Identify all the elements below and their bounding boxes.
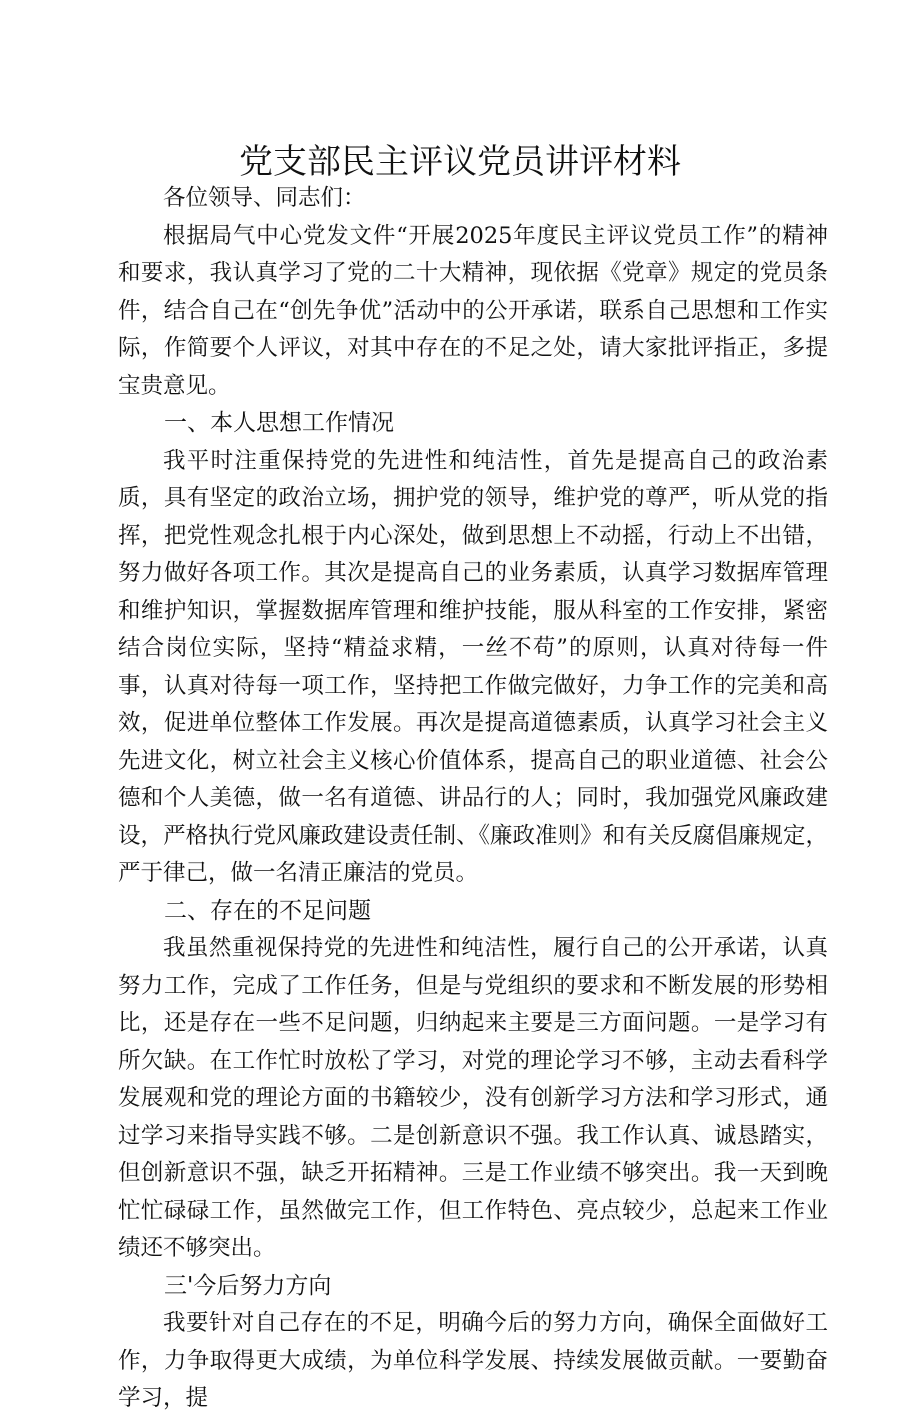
section-paragraph-2: 我虽然重视保持党的先进性和纯洁性，履行自己的公开承诺，认真努力工作，完成了工作任务，但是与党组织的要求和不断发展的形势相比，还是存在一些不足问题，归纳起来主要是三方面问题。一是学习有所欠缺。在工作忙时放松了学习，对党的理论学习不够，主动去看科学发展观和党的理论方面的书籍较少，没有创新学习方法和学习形式，通过学习来指导实践不够。二是创新意识不强。我工作认真、诚恳踏实，但创新意识不强，缺乏开拓精神。三是工作业绩不够突出。我一天到晚忙忙碌碌工作，虽然做完工作，但工作特色、亮点较少，总起来工作业绩还不够突出。 bbox=[118, 935, 828, 1261]
document-title: 党支部民主评议党员讲评材料 bbox=[239, 142, 681, 182]
section-heading-2: 二、存在的不足问题 bbox=[164, 897, 371, 924]
greeting: 各位领导、同志们： bbox=[163, 185, 366, 211]
section-paragraph-3: 我要针对自己存在的不足，明确今后的努力方向，确保全面做好工作，力争取得更大成绩，为单位科学发展、持续发展做贡献。一要勤奋学习，提 bbox=[118, 1310, 828, 1411]
intro-paragraph: 根据局气中心党发文件“开展2025年度民主评议党员工作”的精神和要求，我认真学习了党的二十大精神，现依据《党章》规定的党员条件，结合自己在“创先争优”活动中的公开承诺，联系自己思想和工作实际，作简要个人评议，对其中存在的不足之处，请大家批评指正，多提宝贵意见。 bbox=[118, 222, 828, 399]
section-heading-3: 三'今后努力方向 bbox=[164, 1272, 332, 1299]
section-paragraph-1: 我平时注重保持党的先进性和纯洁性，首先是提高自己的政治素质，具有坚定的政治立场，拥护党的领导，维护党的尊严，听从党的指挥，把党性观念扎根于内心深处，做到思想上不动摇，行动上不出错，努力做好各项工作。其次是提高自己的业务素质，认真学习数据库管理和维护知识，掌握数据库管理和维护技能，服从科室的工作安排，紧密结合岗位实际，坚持“精益求精，一丝不苟”的原则，认真对待每一件事，认真对待每一项工作，坚持把工作做完做好，力争工作的完美和高效，促进单位整体工作发展。再次是提高道德素质，认真学习社会主义先进文化，树立社会主义核心价值体系，提高自己的职业道德、社会公德和个人美德，做一名有道德、讲品行的人；同时，我加强党风廉政建设，严格执行党风廉政建设责任制、《廉政准则》和有关反腐倡廉规定，严于律己，做一名清正廉洁的党员。 bbox=[118, 447, 828, 886]
section-heading-1: 一、本人思想工作情况 bbox=[164, 410, 394, 436]
document-body bbox=[118, 180, 828, 1418]
